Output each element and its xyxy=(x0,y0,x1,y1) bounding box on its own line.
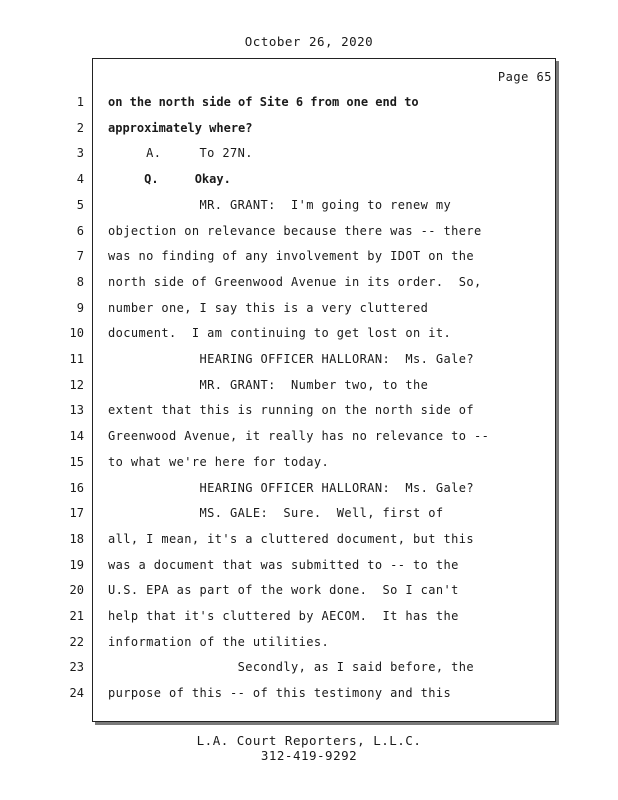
transcript-line xyxy=(0,558,618,578)
line-number: 2 xyxy=(76,120,84,135)
line-text: was a document that was submitted to -- to the xyxy=(108,557,459,572)
transcript-line xyxy=(0,635,618,655)
line-text: north side of Greenwood Avenue in its order. So, xyxy=(108,274,482,289)
line-number: 3 xyxy=(76,146,84,161)
transcript-line xyxy=(0,481,618,501)
line-number: 11 xyxy=(69,352,84,366)
transcript-line xyxy=(0,301,618,321)
transcript-line xyxy=(0,146,618,166)
page-number: Page 65 xyxy=(497,70,552,84)
line-text: approximately where? xyxy=(108,120,253,135)
line-number: 6 xyxy=(76,223,84,238)
line-text: to what we're here for today. xyxy=(108,454,330,469)
transcript-line xyxy=(0,403,618,423)
line-number: 8 xyxy=(76,274,84,289)
line-number: 5 xyxy=(76,197,84,212)
transcript-line xyxy=(0,686,618,706)
line-number: 22 xyxy=(69,634,84,649)
line-text: extent that this is running on the north side of xyxy=(108,403,474,418)
transcript-line xyxy=(0,326,618,346)
line-number: 16 xyxy=(69,480,84,495)
transcript-line xyxy=(0,583,618,603)
line-number: 21 xyxy=(69,609,84,623)
line-text: U.S. EPA as part of the work done. So I can't xyxy=(108,583,459,598)
line-text: HEARING OFFICER HALLORAN: Ms. Gale? xyxy=(108,352,474,366)
line-text: help that it's cluttered by AECOM. It has the xyxy=(108,609,459,623)
line-text: MR. GRANT: Number two, to the xyxy=(108,377,429,392)
line-text: Greenwood Avenue, it really has no relevance to -- xyxy=(108,429,490,444)
line-text: HEARING OFFICER HALLORAN: Ms. Gale? xyxy=(108,480,474,495)
footer-company: L.A. Court Reporters, L.L.C. xyxy=(196,733,422,748)
line-number: 10 xyxy=(69,326,84,341)
transcript-line xyxy=(0,352,618,372)
line-number: 12 xyxy=(69,377,84,392)
line-text: purpose of this -- of this testimony and this xyxy=(108,686,452,701)
transcript-line xyxy=(0,506,618,526)
line-number: 18 xyxy=(69,531,84,546)
line-number: 23 xyxy=(69,660,84,675)
line-number: 17 xyxy=(69,506,84,521)
line-text: objection on relevance because there was -- there xyxy=(108,223,482,238)
transcript-line xyxy=(0,275,618,295)
transcript-line xyxy=(0,172,618,192)
line-text: number one, I say this is a very cluttered xyxy=(108,300,429,315)
line-text: information of the utilities. xyxy=(108,634,330,649)
line-number: 7 xyxy=(76,249,84,264)
transcript-line xyxy=(0,198,618,218)
footer-phone: 312-419-9292 xyxy=(260,748,358,763)
line-number: 4 xyxy=(76,172,84,187)
transcript-line xyxy=(0,95,618,115)
transcript-line xyxy=(0,224,618,244)
line-number: 14 xyxy=(69,429,84,444)
transcript-line xyxy=(0,121,618,141)
line-text: on the north side of Site 6 from one end to xyxy=(108,95,419,109)
line-number: 1 xyxy=(76,95,84,109)
transcript-line xyxy=(0,455,618,475)
transcript-date: October 26, 2020 xyxy=(244,34,374,49)
line-number: 13 xyxy=(69,403,84,418)
transcript-line xyxy=(0,429,618,449)
transcript-line xyxy=(0,532,618,552)
line-text: Secondly, as I said before, the xyxy=(108,660,474,675)
line-number: 19 xyxy=(69,557,84,572)
transcript-line xyxy=(0,660,618,680)
transcript-line xyxy=(0,609,618,629)
line-text: document. I am continuing to get lost on it. xyxy=(108,326,452,341)
line-number: 9 xyxy=(76,300,84,315)
line-text: was no finding of any involvement by IDOT on the xyxy=(108,249,474,264)
line-text: MR. GRANT: I'm going to renew my xyxy=(108,197,452,212)
line-number: 24 xyxy=(69,686,84,701)
line-text: A. To 27N. xyxy=(108,146,253,161)
transcript-line xyxy=(0,249,618,269)
transcript-line xyxy=(0,378,618,398)
line-text: Q. Okay. xyxy=(108,172,231,187)
line-number: 15 xyxy=(69,454,84,469)
line-number: 20 xyxy=(69,583,84,598)
line-text: MS. GALE: Sure. Well, first of xyxy=(108,506,444,521)
line-text: all, I mean, it's a cluttered document, but this xyxy=(108,531,474,546)
